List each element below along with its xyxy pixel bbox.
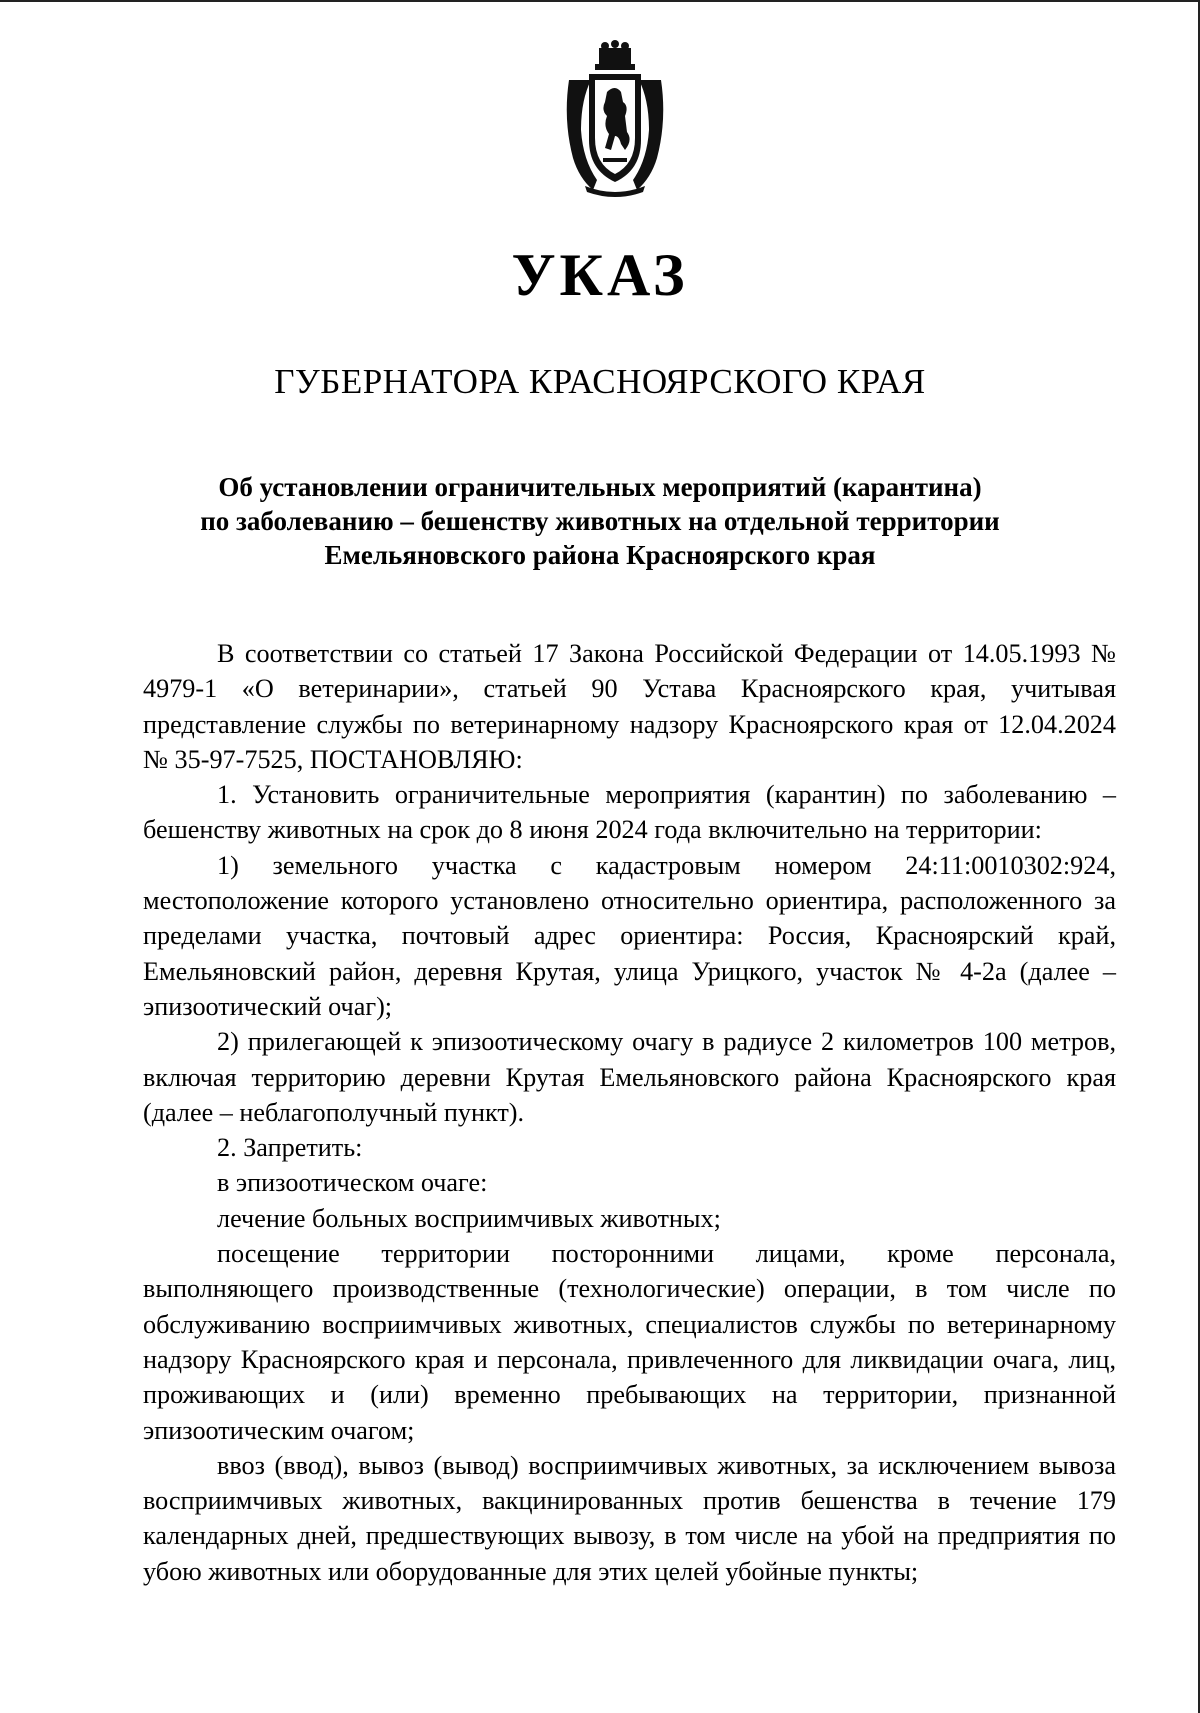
document-subtitle: ГУБЕРНАТОРА КРАСНОЯРСКОГО КРАЯ (274, 362, 926, 401)
scan-edge-top (0, 0, 1200, 2)
document-body (143, 636, 1116, 1589)
paragraph-prohibition: ввоз (ввод), вывоз (вывод) восприимчивых животных, за исключением вывоза восприимчивых животных, вакцинированных против бешенства в течение 179 календарных дней, предшествующих вывозу, в том числе на убой на предприятия по убою животных или оборудованные для этих целей убойные пункты; (143, 1450, 1116, 1586)
paragraph-item-2: 2. Запретить: (217, 1133, 363, 1163)
paragraph-focus-label: в эпизоотическом очаге: (217, 1168, 488, 1198)
paragraph-preamble: В соответствии со статьей 17 Закона Российской Федерации от 14.05.1993 № 4979-1 «О ветеринарии», статьей 90 Устава Красноярского края, учитывая представление службы по ветеринарному надзору Красноярского края от 12.04.2024 № 35-97-7525, ПОСТАНОВЛЯЮ: (143, 639, 1116, 774)
paragraph-subitem-2: 2) прилегающей к эпизоотическому очагу в радиусе 2 километров 100 метров, включая территорию деревни Крутая Емельяновского района Красноярского края (далее – неблагополучный пункт). (143, 1027, 1116, 1127)
document-title: УКАЗ (511, 242, 689, 308)
paragraph-prohibition: посещение территории посторонними лицами, кроме персонала, выполняющего производственные (технологические) операции, в том числе по обслуживанию восприимчивых животных, специалистов службы по ветеринарному надзору Красноярского края и персонала, привлеченного для ликвидации очага, лиц, проживающих и (или) временно пребывающих на территории, признанной эпизоотическим очагом; (143, 1239, 1116, 1445)
coat-of-arms-icon (563, 40, 667, 198)
heading-line: Емельяновского района Красноярского края (324, 540, 876, 570)
paragraph-item-1: 1. Установить ограничительные мероприятия (карантин) по заболеванию – бешенству животных на срок до 8 июня 2024 года включительно на территории: (143, 780, 1116, 845)
document-heading (0, 470, 1200, 572)
paragraph-subitem-1: 1) земельного участка с кадастровым номером 24:11:0010302:924, местоположение которого установлено относительно ориентира, расположенного за пределами участка, почтовый адрес ориентира: Россия, Красноярский край, Емельяновский район, деревня Крутая, улица Урицкого, участок № 4-2а (далее – эпизоотический очаг); (143, 850, 1116, 1021)
heading-line: по заболеванию – бешенству животных на отдельной территории (200, 506, 1000, 536)
heading-line: Об установлении ограничительных мероприятий (карантина) (218, 472, 982, 502)
paragraph-prohibition: лечение больных восприимчивых животных; (217, 1203, 721, 1233)
